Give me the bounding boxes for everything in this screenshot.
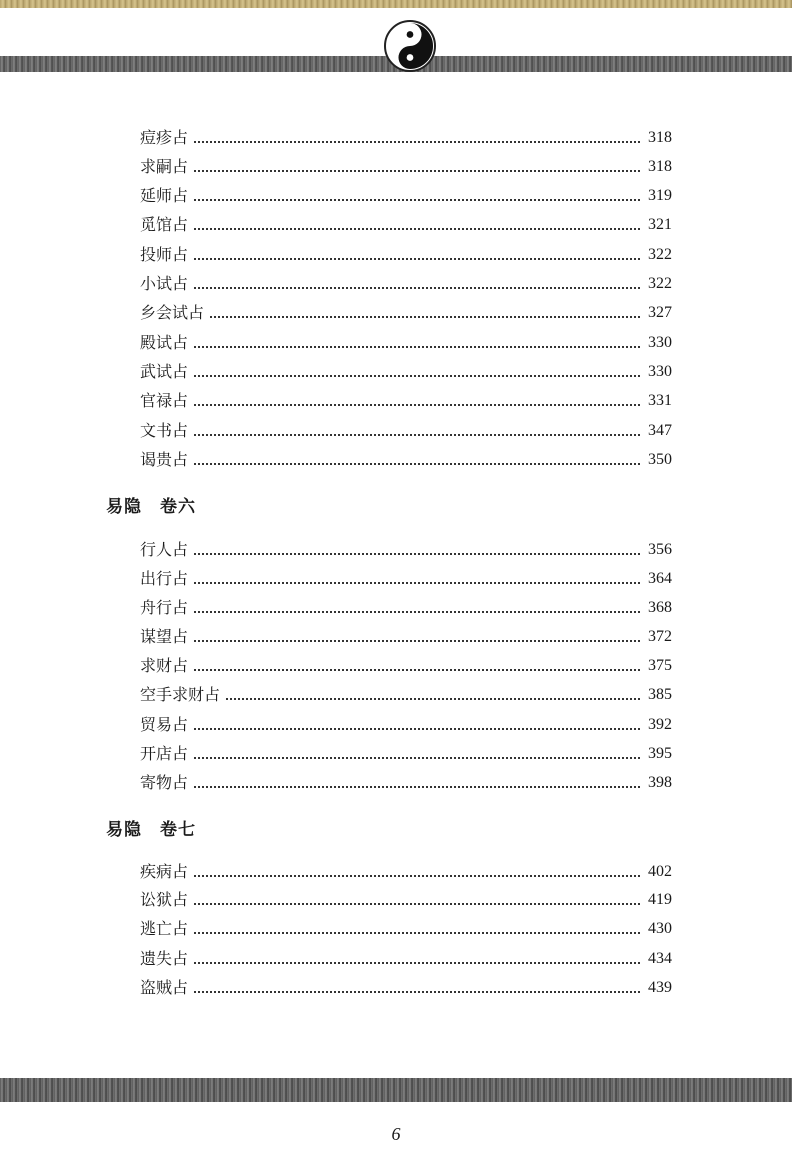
toc-entry <box>140 565 672 589</box>
toc-entry <box>140 945 672 969</box>
toc-entry <box>140 858 672 882</box>
toc-entry-label: 求嗣占 <box>140 157 189 176</box>
toc-entry-label: 殿试占 <box>140 333 189 352</box>
toc-entry-page: 356 <box>648 541 672 558</box>
toc-entry-label: 开店占 <box>140 744 189 763</box>
toc-entry-page: 368 <box>648 599 672 616</box>
yin-yang-icon <box>384 20 436 72</box>
dot-leader <box>194 990 640 993</box>
toc-entry-label: 投师占 <box>140 245 189 264</box>
toc-entry-label: 行人占 <box>140 540 189 559</box>
toc-entry-label: 疾病占 <box>140 862 189 881</box>
toc-entry-page: 395 <box>648 745 672 762</box>
toc-entry-page: 398 <box>648 774 672 791</box>
toc-entry <box>140 711 672 735</box>
toc-entry-label: 贸易占 <box>140 715 189 734</box>
toc-entry-page: 385 <box>648 686 672 703</box>
toc-entry-label: 求财占 <box>140 656 189 675</box>
toc-entry-label: 觅馆占 <box>140 215 189 234</box>
toc-entry-page: 318 <box>648 158 672 175</box>
toc-entry-page: 392 <box>648 716 672 733</box>
toc-entry-page: 330 <box>648 363 672 380</box>
toc-entry <box>140 740 672 764</box>
toc-entry-page: 327 <box>648 304 672 321</box>
toc-entry-page: 347 <box>648 422 672 439</box>
toc-entry-page: 439 <box>648 979 672 996</box>
dot-leader <box>194 756 640 759</box>
toc-entry-page: 350 <box>648 451 672 468</box>
dot-leader <box>194 639 640 642</box>
toc-entry-page: 321 <box>648 216 672 233</box>
dot-leader <box>194 374 640 377</box>
toc-entry-label: 出行占 <box>140 569 189 588</box>
toc-entry-label: 遗失占 <box>140 949 189 968</box>
dot-leader <box>194 874 640 877</box>
toc-entry <box>140 446 672 470</box>
dot-leader <box>226 697 640 700</box>
dot-leader <box>194 961 640 964</box>
dot-leader <box>194 610 640 613</box>
toc-entry <box>140 652 672 676</box>
toc-entry <box>140 241 672 265</box>
dot-leader <box>194 169 640 172</box>
toc-entry-page: 402 <box>648 863 672 880</box>
dot-leader <box>194 227 640 230</box>
section-heading-volume-6: 易隐 卷六 <box>106 497 196 517</box>
dot-leader <box>194 462 640 465</box>
toc-entry-page: 434 <box>648 950 672 967</box>
toc-entry-page: 322 <box>648 275 672 292</box>
toc-entry-page: 372 <box>648 628 672 645</box>
dot-leader <box>194 286 640 289</box>
toc-entry-label: 谋望占 <box>140 627 189 646</box>
toc-entry-label: 延师占 <box>140 186 189 205</box>
toc-entry-label: 小试占 <box>140 274 189 293</box>
toc-entry-label: 盗贼占 <box>140 978 189 997</box>
toc-entry-label: 逃亡占 <box>140 919 189 938</box>
toc-entry <box>140 915 672 939</box>
toc-entry-label: 官禄占 <box>140 391 189 410</box>
toc-entry <box>140 182 672 206</box>
section-heading-volume-7: 易隐 卷七 <box>106 820 196 840</box>
toc-entry <box>140 299 672 323</box>
toc-entry <box>140 270 672 294</box>
dot-leader <box>194 345 640 348</box>
top-border-strip <box>0 0 792 8</box>
toc-entry <box>140 387 672 411</box>
toc-entry-label: 武试占 <box>140 362 189 381</box>
toc-entry-label: 舟行占 <box>140 598 189 617</box>
page-number: 6 <box>391 1124 401 1144</box>
toc-entry-page: 375 <box>648 657 672 674</box>
dot-leader <box>194 257 640 260</box>
toc-entry-page: 322 <box>648 246 672 263</box>
toc-entry <box>140 681 672 705</box>
dot-leader <box>194 552 640 555</box>
dot-leader <box>194 727 640 730</box>
dot-leader <box>194 931 640 934</box>
toc-entry-page: 430 <box>648 920 672 937</box>
toc-entry <box>140 417 672 441</box>
toc-entry <box>140 769 672 793</box>
dot-leader <box>194 668 640 671</box>
toc-entry-label: 讼狱占 <box>140 890 189 909</box>
toc-entry-label: 谒贵占 <box>140 450 189 469</box>
toc-entry-page: 319 <box>648 187 672 204</box>
toc-entry <box>140 536 672 560</box>
toc-entry <box>140 153 672 177</box>
dot-leader <box>194 581 640 584</box>
toc-entry <box>140 211 672 235</box>
toc-entry <box>140 886 672 910</box>
toc-entry <box>140 124 672 148</box>
dot-leader <box>194 902 640 905</box>
dot-leader <box>194 785 640 788</box>
dot-leader <box>194 433 640 436</box>
toc-entry <box>140 594 672 618</box>
dot-leader <box>194 140 640 143</box>
dot-leader <box>210 315 640 318</box>
toc-entry-page: 318 <box>648 129 672 146</box>
toc-entry-page: 364 <box>648 570 672 587</box>
toc-entry-label: 寄物占 <box>140 773 189 792</box>
toc-entry-label: 乡会试占 <box>140 303 205 322</box>
toc-entry <box>140 329 672 353</box>
toc-entry-label: 痘疹占 <box>140 128 189 147</box>
toc-entry <box>140 358 672 382</box>
toc-entry-page: 419 <box>648 891 672 908</box>
dot-leader <box>194 198 640 201</box>
toc-entry-label: 空手求财占 <box>140 685 221 704</box>
toc-entry-page: 330 <box>648 334 672 351</box>
toc-entry-page: 331 <box>648 392 672 409</box>
dot-leader <box>194 403 640 406</box>
toc-entry-label: 文书占 <box>140 421 189 440</box>
toc-entry <box>140 974 672 998</box>
toc-entry <box>140 623 672 647</box>
footer-band <box>0 1078 792 1102</box>
